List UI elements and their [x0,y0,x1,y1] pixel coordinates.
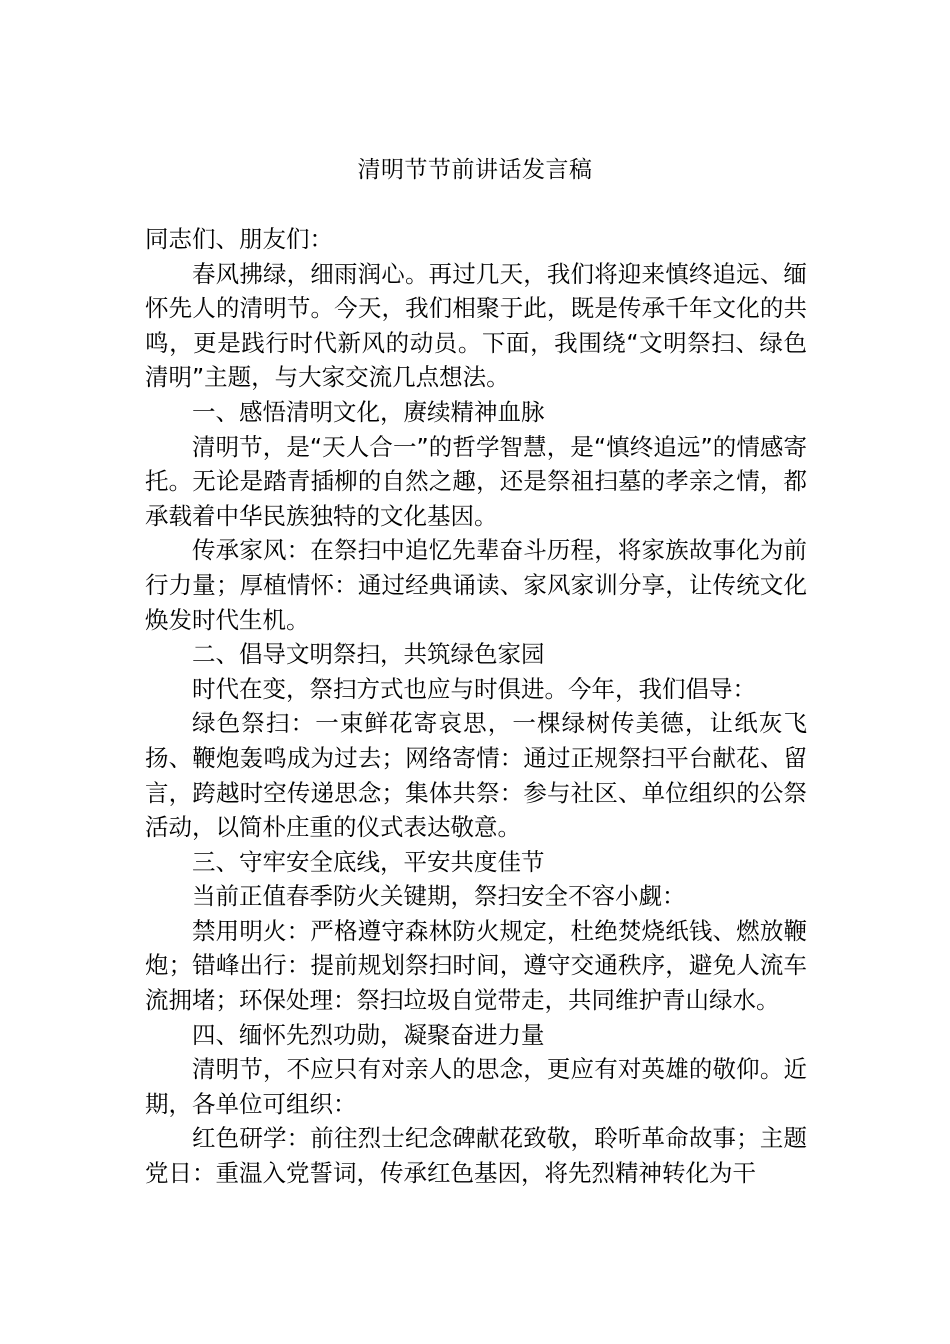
paragraph: 绿色祭扫：一束鲜花寄哀思，一棵绿树传美德，让纸灰飞扬、鞭炮轰鸣成为过去；网络寄情：通过正规祭扫平台献花、留言，跨越时空传递思念；集体共祭：参与社区、单位组织的公祭活动，以简朴庄重的仪式表达敬意。 [145,709,807,842]
section-heading-3: 三、守牢安全底线，平安共度佳节 [192,847,545,876]
section-heading-2: 二、倡导文明祭扫，共筑绿色家园 [192,640,545,669]
paragraph: 清明节，不应只有对亲人的思念，更应有对英雄的敬仰。近期，各单位可组织： [145,1055,807,1118]
paragraph: 清明节，是“天人合一”的哲学智慧，是“慎终追远”的情感寄托。无论是踏青插柳的自然之趣，还是祭祖扫墓的孝亲之情，都承载着中华民族独特的文化基因。 [145,432,807,530]
document-body [145,222,807,1191]
paragraph: 红色研学：前往烈士纪念碑献花致敬，聆听革命故事；主题党日：重温入党誓词，传承红色基因，将先烈精神转化为干 [145,1124,807,1188]
paragraph: 当前正值春季防火关键期，祭扫安全不容小觑： [192,882,686,911]
document-title: 清明节节前讲话发言稿 [357,157,593,183]
paragraph: 传承家风：在祭扫中追忆先辈奋斗历程，将家族故事化为前行力量；厚植情怀：通过经典诵读、家风家训分享，让传统文化焕发时代生机。 [145,536,807,634]
paragraph: 禁用明火：严格遵守森林防火规定，杜绝焚烧纸钱、燃放鞭炮；错峰出行：提前规划祭扫时间，遵守交通秩序，避免人流车流拥堵；环保处理：祭扫垃圾自觉带走，共同维护青山绿水。 [145,916,807,1015]
section-heading-1: 一、感悟清明文化，赓续精神血脉 [192,397,545,426]
section-heading-4: 四、缅怀先烈功勋，凝聚奋进力量 [192,1020,545,1049]
paragraph: 时代在变，祭扫方式也应与时俱进。今年，我们倡导： [192,674,756,703]
salutation: 同志们、朋友们： [145,225,333,253]
paragraph-intro: 春风拂绿，细雨润心。再过几天，我们将迎来慎终追远、缅怀先人的清明节。今天，我们相聚于此，既是传承千年文化的共鸣，更是践行时代新风的动员。下面，我围绕“文明祭扫、绿色清明”主题，与大家交流几点想法。 [145,259,807,392]
